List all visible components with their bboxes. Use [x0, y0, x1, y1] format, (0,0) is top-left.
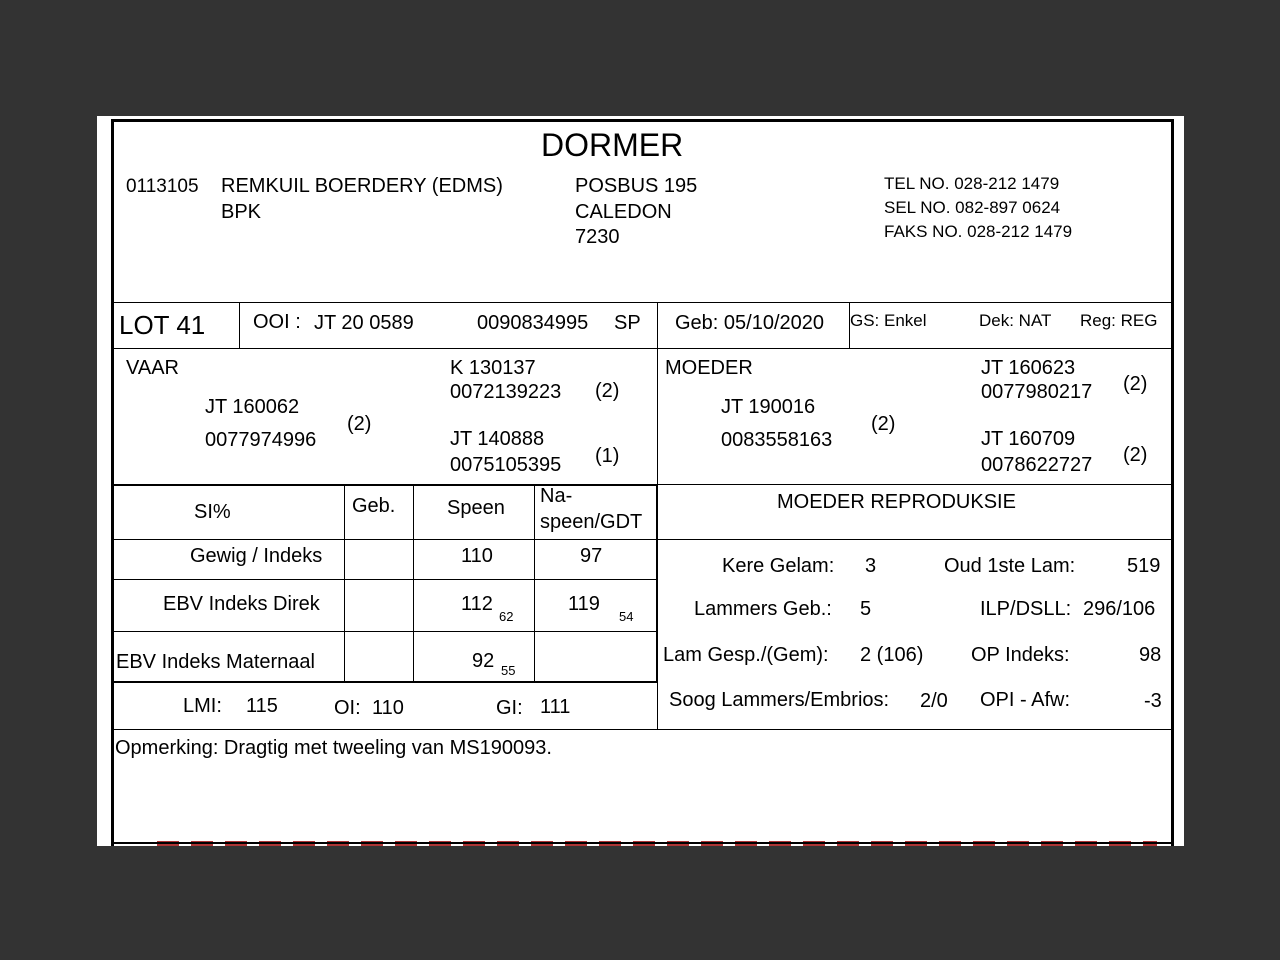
dek-status: Dek: NAT [979, 311, 1052, 330]
moeder-label: MOEDER [665, 357, 753, 379]
vaar-sire-number: 0072139223 [450, 381, 562, 403]
ebv-maternaal-speen: 92 [472, 650, 495, 672]
breed-title: DORMER [541, 127, 684, 163]
rule-indices-bottom [113, 729, 1173, 730]
ebv-direk-label: EBV Indeks Direk [163, 593, 320, 615]
moeder-grade: (2) [871, 413, 896, 435]
rule-si-bottom [113, 681, 658, 683]
rule-lot-v2 [657, 302, 658, 348]
lmi-value: 115 [246, 695, 278, 717]
op-value: 98 [1139, 644, 1162, 666]
address-line-2: CALEDON [575, 201, 672, 223]
rule-si-r3 [113, 631, 658, 632]
kere-value: 3 [865, 555, 877, 577]
owner-name-2: BPK [221, 201, 262, 223]
moeder-id: JT 190016 [721, 396, 816, 418]
ooi-label: OOI : [253, 311, 301, 333]
kere-label: Kere Gelam: [722, 555, 835, 577]
vaar-id: JT 160062 [205, 396, 300, 418]
ebv-maternaal-speen-accuracy: 55 [501, 663, 516, 678]
remark-text: Opmerking: Dragtig met tweeling van MS190093. [115, 737, 552, 759]
ilp-value: 296/106 [1083, 598, 1156, 620]
rule-lot-v1 [239, 302, 240, 348]
speen-header: Speen [447, 497, 505, 519]
moeder-dam-grade: (2) [1123, 444, 1148, 466]
soog-value: 2/0 [920, 690, 948, 712]
rule-si-c3 [534, 484, 535, 683]
moeder-sire-grade: (2) [1123, 373, 1148, 395]
geb-header: Geb. [352, 495, 396, 517]
rule-si-r2 [113, 579, 658, 580]
gewig-label: Gewig / Indeks [190, 545, 323, 567]
rule-si-c1 [344, 484, 345, 683]
oud-value: 519 [1127, 555, 1161, 577]
naspeen-header-2: speen/GDT [540, 511, 643, 533]
vaar-grade: (2) [347, 413, 372, 435]
moeder-sire-number: 0077980217 [981, 381, 1093, 403]
frame-top [111, 119, 1174, 122]
moeder-number: 0083558163 [721, 429, 833, 451]
ooi-id: JT 20 0589 [314, 312, 414, 334]
oi-label: OI: [334, 697, 361, 719]
ooi-reg-number: 0090834995 [477, 312, 589, 334]
address-line-1: POSBUS 195 [575, 175, 698, 197]
gs-status: GS: Enkel [850, 311, 927, 330]
lmi-label: LMI: [183, 695, 222, 717]
vaar-number: 0077974996 [205, 429, 317, 451]
address-line-3: 7230 [575, 226, 620, 248]
lot-card [97, 116, 1184, 846]
oud-label: Oud 1ste Lam: [944, 555, 1076, 577]
vaar-label: VAAR [126, 357, 179, 379]
moeder-dam-id: JT 160709 [981, 428, 1076, 450]
rule-repro-left [657, 484, 658, 729]
owner-name-1: REMKUIL BOERDERY (EDMS) [221, 175, 503, 197]
ebv-direk-naspeen-accuracy: 54 [619, 609, 634, 624]
lamgesp-value: 2 (106) [860, 644, 924, 666]
ebv-direk-speen: 112 [461, 593, 493, 615]
rule-pedigree-mid [657, 348, 658, 484]
reg-status: Reg: REG [1080, 311, 1158, 330]
ebv-direk-speen-accuracy: 62 [499, 609, 514, 624]
opi-value: -3 [1144, 690, 1162, 712]
vaar-dam-grade: (1) [595, 445, 620, 467]
rule-si-r1 [113, 539, 1173, 540]
rule-si-top-bold [113, 484, 658, 486]
rule-lot-bottom [113, 348, 1173, 349]
moeder-sire-id: JT 160623 [981, 357, 1076, 379]
lamgesp-label: Lam Gesp./(Gem): [663, 644, 829, 666]
vaar-sire-grade: (2) [595, 380, 620, 402]
rule-si-c2 [413, 484, 414, 683]
gi-label: GI: [496, 697, 523, 719]
lammers-value: 5 [860, 598, 872, 620]
vaar-sire-id: K 130137 [450, 357, 536, 379]
moeder-dam-number: 0078622727 [981, 454, 1093, 476]
faks-number: FAKS NO. 028-212 1479 [884, 222, 1073, 241]
ebv-maternaal-label: EBV Indeks Maternaal [116, 651, 315, 673]
naspeen-header-1: Na- [540, 485, 573, 507]
gewig-naspeen: 97 [580, 545, 603, 567]
frame-left [111, 119, 114, 846]
ooi-sp: SP [614, 312, 641, 334]
lot-number: LOT 41 [119, 310, 206, 340]
opi-label: OPI - Afw: [980, 689, 1071, 711]
frame-bottom [111, 842, 1174, 844]
oi-value: 110 [372, 697, 404, 719]
lammers-label: Lammers Geb.: [694, 598, 832, 620]
op-label: OP Indeks: [971, 644, 1070, 666]
frame-right [1171, 119, 1174, 846]
vaar-dam-id: JT 140888 [450, 428, 545, 450]
gi-value: 111 [540, 696, 571, 718]
soog-label: Soog Lammers/Embrios: [669, 689, 890, 711]
ebv-direk-naspeen: 119 [568, 593, 600, 615]
repro-title: MOEDER REPRODUKSIE [777, 491, 1016, 513]
tel-number: TEL NO. 028-212 1479 [884, 174, 1060, 193]
owner-code: 0113105 [126, 176, 199, 197]
si-header: SI% [194, 501, 231, 523]
birth-date: Geb: 05/10/2020 [675, 312, 825, 334]
vaar-dam-number: 0075105395 [450, 454, 562, 476]
rule-lot-top [113, 302, 1173, 303]
ilp-label: ILP/DSLL: [980, 598, 1072, 620]
sel-number: SEL NO. 082-897 0624 [884, 198, 1061, 217]
gewig-speen: 110 [461, 545, 493, 567]
